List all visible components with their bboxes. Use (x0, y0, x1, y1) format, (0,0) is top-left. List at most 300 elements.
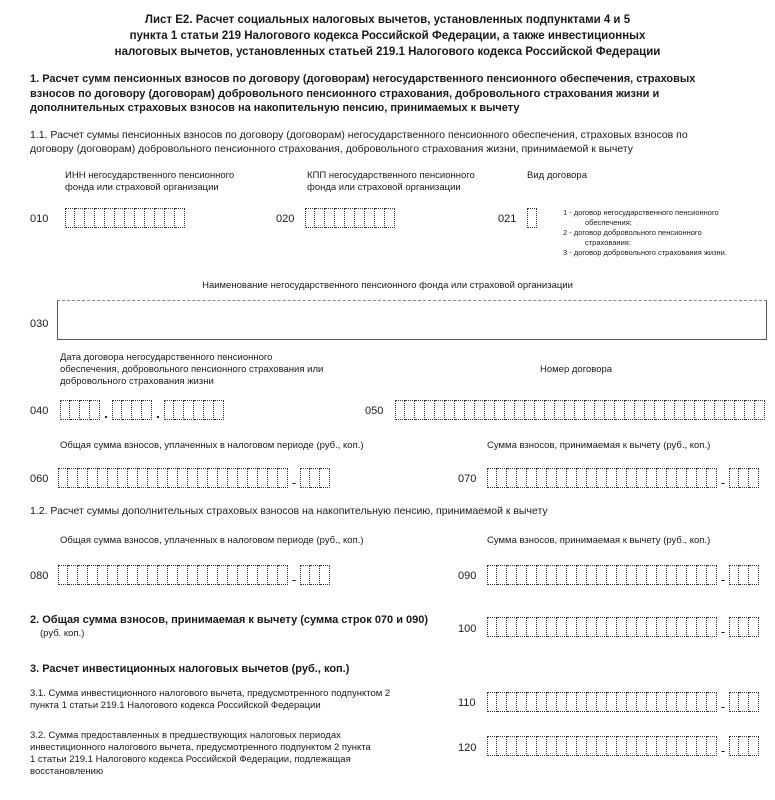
char-cell[interactable] (138, 468, 148, 488)
char-cell[interactable] (707, 617, 717, 637)
char-cell[interactable] (607, 565, 617, 585)
label-line: обеспечения, добровольного пенсионного страхования или (60, 364, 324, 375)
char-cell[interactable] (577, 468, 587, 488)
char-cell[interactable] (248, 468, 258, 488)
char-cell[interactable] (208, 565, 218, 585)
char-cell[interactable] (527, 468, 537, 488)
char-cell[interactable] (335, 208, 345, 228)
char-cell[interactable] (739, 565, 749, 585)
char-cell[interactable] (657, 468, 667, 488)
char-cell[interactable] (627, 617, 637, 637)
char-cell[interactable] (228, 565, 238, 585)
char-cell[interactable] (88, 468, 98, 488)
kop-separator: - (720, 475, 726, 490)
char-cell[interactable] (729, 468, 739, 488)
char-cell[interactable] (697, 617, 707, 637)
char-cell[interactable] (517, 736, 527, 756)
char-cell[interactable] (555, 400, 565, 420)
restored-deduction-field[interactable] (487, 736, 759, 756)
char-cell[interactable] (168, 468, 178, 488)
char-cell[interactable] (577, 617, 587, 637)
char-cell[interactable] (557, 617, 567, 637)
char-cell[interactable] (687, 468, 697, 488)
char-cell[interactable] (495, 400, 505, 420)
char-cell[interactable] (188, 468, 198, 488)
char-cell[interactable] (507, 617, 517, 637)
char-cell[interactable] (557, 565, 567, 585)
char-cell[interactable] (135, 208, 145, 228)
char-cell[interactable] (58, 565, 68, 585)
char-cell[interactable] (697, 468, 707, 488)
char-cell[interactable] (667, 565, 677, 585)
char-cell[interactable] (725, 400, 735, 420)
char-cell[interactable] (95, 208, 105, 228)
char-cell[interactable] (487, 736, 497, 756)
char-cell[interactable] (735, 400, 745, 420)
char-cell[interactable] (320, 468, 330, 488)
date-month-cells[interactable] (112, 400, 152, 420)
char-cell[interactable] (749, 692, 759, 712)
char-cell[interactable] (697, 692, 707, 712)
char-cell[interactable] (108, 565, 118, 585)
char-cell[interactable] (90, 400, 100, 420)
char-cell[interactable] (305, 208, 315, 228)
contract-number-field[interactable] (395, 400, 765, 420)
char-cell[interactable] (365, 208, 375, 228)
char-cell[interactable] (258, 565, 268, 585)
char-cell[interactable] (148, 468, 158, 488)
char-cell[interactable] (739, 736, 749, 756)
char-cell[interactable] (278, 468, 288, 488)
char-cell[interactable] (78, 468, 88, 488)
char-cell[interactable] (105, 208, 115, 228)
char-cell[interactable] (228, 468, 238, 488)
char-cell[interactable] (278, 565, 288, 585)
char-cell[interactable] (320, 565, 330, 585)
char-cell[interactable] (310, 565, 320, 585)
label-line: 3.2. Сумма предоставленных в предшествующих налоговых периодах (30, 730, 341, 741)
char-cell[interactable] (625, 400, 635, 420)
char-cell[interactable] (527, 565, 537, 585)
char-cell[interactable] (567, 736, 577, 756)
char-cell[interactable] (98, 468, 108, 488)
char-cell[interactable] (415, 400, 425, 420)
char-cell[interactable] (557, 692, 567, 712)
char-cell[interactable] (695, 400, 705, 420)
char-cell[interactable] (729, 565, 739, 585)
char-cell[interactable] (645, 400, 655, 420)
char-cell[interactable] (617, 468, 627, 488)
char-cell[interactable] (115, 208, 125, 228)
char-cell[interactable] (68, 468, 78, 488)
char-cell[interactable] (214, 400, 224, 420)
char-cell[interactable] (78, 565, 88, 585)
char-cell[interactable] (497, 736, 507, 756)
rub-cells[interactable] (487, 617, 717, 637)
char-cell[interactable] (128, 468, 138, 488)
char-cell[interactable] (315, 208, 325, 228)
char-cell[interactable] (218, 468, 228, 488)
char-cell[interactable] (597, 565, 607, 585)
char-cell[interactable] (238, 468, 248, 488)
char-cell[interactable] (587, 565, 597, 585)
char-cell[interactable] (527, 692, 537, 712)
char-cell[interactable] (108, 468, 118, 488)
char-cell[interactable] (507, 565, 517, 585)
char-cell[interactable] (597, 468, 607, 488)
kop-cells[interactable] (300, 565, 330, 585)
char-cell[interactable] (138, 565, 148, 585)
char-cell[interactable] (739, 468, 749, 488)
char-cell[interactable] (657, 617, 667, 637)
char-cell[interactable] (595, 400, 605, 420)
char-cell[interactable] (395, 400, 405, 420)
investment-deduction-field[interactable] (487, 692, 759, 712)
char-cell[interactable] (455, 400, 465, 420)
char-cell[interactable] (637, 736, 647, 756)
rub-cells[interactable] (58, 468, 288, 488)
char-cell[interactable] (545, 400, 555, 420)
char-cell[interactable] (749, 565, 759, 585)
kop-cells[interactable] (729, 468, 759, 488)
total-paid-field[interactable] (58, 468, 330, 488)
char-cell[interactable] (208, 468, 218, 488)
total-deductible-field[interactable] (487, 617, 759, 637)
char-cell[interactable] (687, 736, 697, 756)
char-cell[interactable] (537, 736, 547, 756)
char-cell[interactable] (184, 400, 194, 420)
char-cell[interactable] (155, 208, 165, 228)
char-cell[interactable] (745, 400, 755, 420)
char-cell[interactable] (487, 565, 497, 585)
char-cell[interactable] (587, 468, 597, 488)
char-cell[interactable] (677, 617, 687, 637)
char-cell[interactable] (85, 208, 95, 228)
char-cell[interactable] (218, 565, 228, 585)
char-cell[interactable] (535, 400, 545, 420)
char-cell[interactable] (485, 400, 495, 420)
line-code-020: 020 (276, 213, 295, 225)
char-cell[interactable] (607, 736, 617, 756)
char-cell[interactable] (405, 400, 415, 420)
char-cell[interactable] (198, 565, 208, 585)
char-cell[interactable] (445, 400, 455, 420)
char-cell[interactable] (647, 692, 657, 712)
heading-line: взносов по договору (договорам) добровольного пенсионного страхования, добровольного страхования жизни и (30, 87, 660, 100)
char-cell[interactable] (435, 400, 445, 420)
char-cell[interactable] (517, 565, 527, 585)
label-line: Дата договора негосударственного пенсионного (60, 352, 273, 363)
char-cell[interactable] (577, 692, 587, 712)
char-cell[interactable] (547, 617, 557, 637)
char-cell[interactable] (122, 400, 132, 420)
char-cell[interactable] (617, 692, 627, 712)
char-cell[interactable] (425, 400, 435, 420)
label-line: 3.1. Сумма инвестиционного налогового вычета, предусмотренного подпунктом 2 (30, 688, 391, 699)
contract-date-field[interactable] (60, 400, 224, 420)
char-cell[interactable] (547, 468, 557, 488)
char-cell[interactable] (325, 208, 335, 228)
char-cell[interactable] (517, 617, 527, 637)
char-cell[interactable] (547, 736, 557, 756)
char-cell[interactable] (58, 468, 68, 488)
rub-cells[interactable] (487, 692, 717, 712)
additional-deductible-field[interactable] (487, 565, 759, 585)
char-cell[interactable] (627, 736, 637, 756)
char-cell[interactable] (597, 617, 607, 637)
char-cell[interactable] (657, 692, 667, 712)
char-cell[interactable] (567, 468, 577, 488)
char-cell[interactable] (268, 565, 278, 585)
rub-cells[interactable] (487, 468, 717, 488)
char-cell[interactable] (705, 400, 715, 420)
char-cell[interactable] (667, 617, 677, 637)
char-cell[interactable] (175, 208, 185, 228)
char-cell[interactable] (112, 400, 122, 420)
char-cell[interactable] (475, 400, 485, 420)
char-cell[interactable] (715, 400, 725, 420)
char-cell[interactable] (605, 400, 615, 420)
char-cell[interactable] (194, 400, 204, 420)
char-cell[interactable] (697, 565, 707, 585)
char-cell[interactable] (615, 400, 625, 420)
char-cell[interactable] (158, 565, 168, 585)
char-cell[interactable] (385, 208, 395, 228)
char-cell[interactable] (165, 208, 175, 228)
kop-cells[interactable] (729, 736, 759, 756)
char-cell[interactable] (300, 468, 310, 488)
char-cell[interactable] (527, 736, 537, 756)
char-cell[interactable] (627, 692, 637, 712)
kop-cells[interactable] (300, 468, 330, 488)
rub-cells[interactable] (487, 736, 717, 756)
line-code-090: 090 (458, 570, 477, 582)
kop-cells[interactable] (729, 692, 759, 712)
char-cell[interactable] (158, 468, 168, 488)
char-cell[interactable] (677, 692, 687, 712)
line-code-021: 021 (498, 213, 517, 225)
char-cell[interactable] (677, 736, 687, 756)
char-cell[interactable] (749, 468, 759, 488)
char-cell[interactable] (527, 617, 537, 637)
char-cell[interactable] (677, 468, 687, 488)
deductible-field[interactable] (487, 468, 759, 488)
char-cell[interactable] (665, 400, 675, 420)
char-cell[interactable] (567, 617, 577, 637)
char-cell[interactable] (637, 617, 647, 637)
char-cell[interactable] (238, 565, 248, 585)
char-cell[interactable] (687, 617, 697, 637)
char-cell[interactable] (587, 736, 597, 756)
char-cell[interactable] (188, 565, 198, 585)
char-cell[interactable] (655, 400, 665, 420)
char-cell[interactable] (565, 400, 575, 420)
inn-field[interactable] (65, 208, 185, 228)
line-code-040: 040 (30, 405, 49, 417)
date-day-cells[interactable] (60, 400, 100, 420)
char-cell[interactable] (547, 565, 557, 585)
kop-separator: - (291, 475, 297, 490)
char-cell[interactable] (685, 400, 695, 420)
char-cell[interactable] (647, 468, 657, 488)
char-cell[interactable] (132, 400, 142, 420)
char-cell[interactable] (80, 400, 90, 420)
char-cell[interactable] (507, 692, 517, 712)
char-cell[interactable] (125, 208, 135, 228)
char-cell[interactable] (729, 617, 739, 637)
char-cell[interactable] (248, 565, 258, 585)
char-cell[interactable] (557, 468, 567, 488)
char-cell[interactable] (537, 468, 547, 488)
char-cell[interactable] (657, 565, 667, 585)
char-cell[interactable] (739, 617, 749, 637)
rub-cells[interactable] (487, 565, 717, 585)
char-cell[interactable] (164, 400, 174, 420)
kop-separator: - (291, 572, 297, 587)
char-cell[interactable] (517, 468, 527, 488)
char-cell[interactable] (68, 565, 78, 585)
char-cell[interactable] (487, 692, 497, 712)
char-cell[interactable] (707, 736, 717, 756)
char-cell[interactable] (178, 468, 188, 488)
char-cell[interactable] (635, 400, 645, 420)
char-cell[interactable] (707, 692, 717, 712)
char-cell[interactable] (515, 400, 525, 420)
char-cell[interactable] (375, 208, 385, 228)
date-year-cells[interactable] (164, 400, 224, 420)
char-cell[interactable] (557, 736, 567, 756)
char-cell[interactable] (677, 565, 687, 585)
char-cell[interactable] (198, 468, 208, 488)
char-cell[interactable] (729, 736, 739, 756)
char-cell[interactable] (647, 736, 657, 756)
char-cell[interactable] (527, 208, 537, 228)
char-cell[interactable] (75, 208, 85, 228)
char-cell[interactable] (729, 692, 739, 712)
char-cell[interactable] (597, 692, 607, 712)
char-cell[interactable] (497, 617, 507, 637)
char-cell[interactable] (355, 208, 365, 228)
kpp-field[interactable] (305, 208, 395, 228)
char-cell[interactable] (627, 468, 637, 488)
char-cell[interactable] (487, 617, 497, 637)
char-cell[interactable] (577, 736, 587, 756)
char-cell[interactable] (65, 208, 75, 228)
char-cell[interactable] (617, 617, 627, 637)
char-cell[interactable] (537, 692, 547, 712)
char-cell[interactable] (300, 565, 310, 585)
total-paid-label: Общая сумма взносов, уплаченных в налоговом периоде (руб., коп.) (60, 440, 364, 451)
char-cell[interactable] (575, 400, 585, 420)
char-cell[interactable] (505, 400, 515, 420)
option-line: 3 - договор добровольного страхования жизни. (563, 248, 727, 257)
char-cell[interactable] (617, 565, 627, 585)
char-cell[interactable] (667, 692, 677, 712)
char-cell[interactable] (497, 565, 507, 585)
char-cell[interactable] (487, 468, 497, 488)
char-cell[interactable] (587, 617, 597, 637)
date-separator: . (104, 405, 108, 421)
char-cell[interactable] (98, 565, 108, 585)
char-cell[interactable] (567, 565, 577, 585)
char-cell[interactable] (547, 692, 557, 712)
char-cell[interactable] (707, 565, 717, 585)
char-cell[interactable] (310, 468, 320, 488)
char-cell[interactable] (607, 617, 617, 637)
char-cell[interactable] (637, 692, 647, 712)
char-cell[interactable] (607, 468, 617, 488)
fund-name-field[interactable] (57, 300, 767, 340)
char-cell[interactable] (507, 468, 517, 488)
char-cell[interactable] (687, 692, 697, 712)
char-cell[interactable] (587, 692, 597, 712)
char-cell[interactable] (597, 736, 607, 756)
char-cell[interactable] (637, 468, 647, 488)
char-cell[interactable] (517, 692, 527, 712)
char-cell[interactable] (142, 400, 152, 420)
char-cell[interactable] (585, 400, 595, 420)
char-cell[interactable] (739, 692, 749, 712)
char-cell[interactable] (507, 736, 517, 756)
char-cell[interactable] (749, 617, 759, 637)
char-cell[interactable] (755, 400, 765, 420)
char-cell[interactable] (88, 565, 98, 585)
char-cell[interactable] (637, 565, 647, 585)
char-cell[interactable] (675, 400, 685, 420)
char-cell[interactable] (497, 468, 507, 488)
char-cell[interactable] (667, 736, 677, 756)
char-cell[interactable] (148, 565, 158, 585)
char-cell[interactable] (525, 400, 535, 420)
char-cell[interactable] (258, 468, 268, 488)
char-cell[interactable] (145, 208, 155, 228)
char-cell[interactable] (687, 565, 697, 585)
char-cell[interactable] (128, 565, 138, 585)
char-cell[interactable] (697, 736, 707, 756)
char-cell[interactable] (60, 400, 70, 420)
char-cell[interactable] (174, 400, 184, 420)
char-cell[interactable] (268, 468, 278, 488)
kop-cells[interactable] (729, 617, 759, 637)
char-cell[interactable] (647, 565, 657, 585)
char-cell[interactable] (577, 565, 587, 585)
char-cell[interactable] (168, 565, 178, 585)
additional-total-paid-field[interactable] (58, 565, 330, 585)
char-cell[interactable] (537, 617, 547, 637)
char-cell[interactable] (497, 692, 507, 712)
contract-type-field[interactable] (527, 208, 537, 228)
char-cell[interactable] (627, 565, 637, 585)
char-cell[interactable] (647, 617, 657, 637)
char-cell[interactable] (345, 208, 355, 228)
char-cell[interactable] (465, 400, 475, 420)
kop-cells[interactable] (729, 565, 759, 585)
char-cell[interactable] (667, 468, 677, 488)
char-cell[interactable] (537, 565, 547, 585)
char-cell[interactable] (707, 468, 717, 488)
char-cell[interactable] (118, 565, 128, 585)
char-cell[interactable] (178, 565, 188, 585)
char-cell[interactable] (617, 736, 627, 756)
char-cell[interactable] (567, 692, 577, 712)
char-cell[interactable] (657, 736, 667, 756)
rub-cells[interactable] (58, 565, 288, 585)
char-cell[interactable] (70, 400, 80, 420)
char-cell[interactable] (204, 400, 214, 420)
char-cell[interactable] (118, 468, 128, 488)
char-cell[interactable] (749, 736, 759, 756)
char-cell[interactable] (607, 692, 617, 712)
